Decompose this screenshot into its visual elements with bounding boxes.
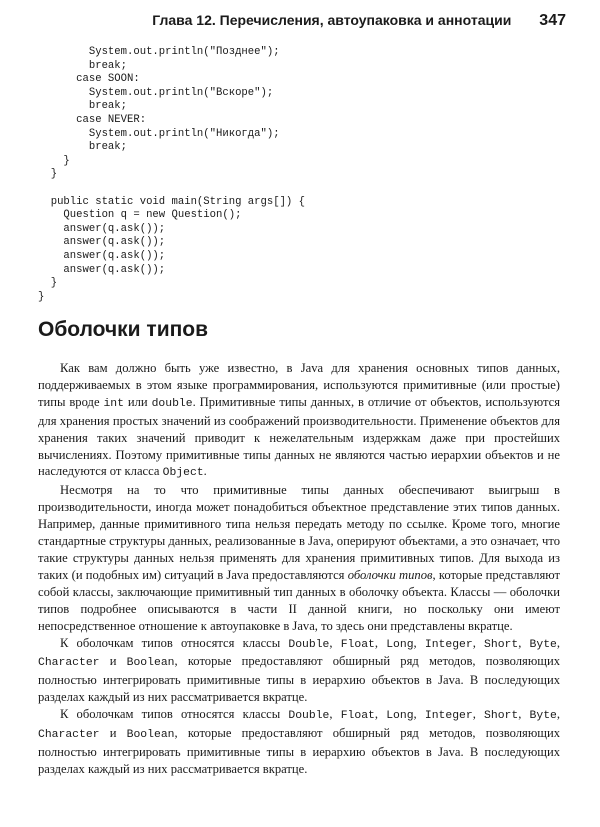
inline-code: Float [340,638,375,651]
inline-code: Byte [529,710,557,723]
paragraph-2 [38,482,560,634]
text-run: и [99,654,127,669]
text-run: К оболочкам типов относятся классы [60,707,289,722]
inline-code: Long [386,638,414,651]
inline-code: Integer [424,710,473,723]
chapter-title: Глава 12. Перечисления, автоупаковка и аннотации [152,12,512,28]
inline-code: Float [340,710,375,723]
text-run: , которые представляют собой классы, заключающие примитивный тип данных в оболочку объекта. Классы — оболочки типов подробнее описываются в части II данной книги, но поскольку они имеют непосредственное отношение к автоупаковке в Java, то здесь они представлены вкратце. [38,567,560,633]
code-line: } [38,168,58,181]
text-run: и [99,726,127,741]
emphasis: оболочки типов [347,567,433,582]
text-run: , [472,707,485,722]
page-number: 347 [539,12,566,29]
inline-code: Character [38,657,100,670]
text-run: , [472,635,485,650]
text-run: , [329,707,341,722]
text-run: . Примитивные типы данных, в отличие от объектов, используются для хранения простых значений из соображений производительности. Применение объектов для хранения таких значений приводит к нежелательным издержкам даже при простейших вычислениях. Поэтому примитивные типы данных не являются частью иерархии объектов и не наследуются от класса [38,394,561,479]
code-line: break; [38,141,128,154]
paragraph-3 [38,635,560,707]
inline-code: Object [162,467,204,480]
inline-code: Double [288,638,330,651]
text-run: , [518,635,530,650]
section-heading: Оболочки типов [38,318,209,341]
text-run: , [374,635,387,650]
code-line: case NEVER: [38,113,147,126]
text-run: Несмотря на то что примитивные типы данных обеспечивают выигрыш в производительности, иногда может понадобиться объектное представление этих типов данных. Например, данные примитивного типа нельзя передать методу по ссылке. Кроме того, многие стандартные структуры данных, реализованные в Java, оперируют объектами, а это означает, что такие структуры данных нельзя применять для хранения примитивных типов. Для выхода из таких (и подобных им) ситуаций в Java предоставляются [38,483,560,582]
code-line: Question q = new Question(); [38,209,242,222]
code-line: answer(q.ask()); [38,222,166,235]
text-run: Как вам должно быть уже известно, в Java для хранения основных типов данных, поддерживаемых в этом языке программирования, используются примитивные (или простые) типы вроде [38,361,560,409]
text-run: , [329,635,341,650]
code-line: } [38,290,45,303]
running-header [36,12,566,38]
inline-code: double [151,397,193,410]
paragraph-1 [38,360,560,482]
text-run: или [123,394,152,409]
code-line [38,182,305,196]
text-run: , [374,707,387,722]
code-listing [38,46,305,304]
code-line: answer(q.ask()); [38,263,166,276]
text-run: , [556,635,561,650]
code-line: } [38,277,58,290]
text-run: . [203,464,207,479]
inline-code: Byte [529,638,557,651]
code-line: answer(q.ask()); [38,236,166,249]
text-run: , которые предоставляют обширный ряд методов, позволяющих полностью интегрировать примитивные типы в иерархию объектов в Java. В последующих разделах каждый из них рассматривается вкратце. [38,726,560,776]
text-run: , [518,707,530,722]
inline-code: Double [288,710,330,723]
inline-code: Boolean [126,729,175,742]
inline-code: int [103,397,124,410]
inline-code: Short [484,638,519,651]
inline-code: Character [38,729,100,742]
code-line: answer(q.ask()); [38,249,166,262]
text-run: К оболочкам типов относятся классы [60,635,289,650]
text-run: , которые предоставляют обширный ряд методов, позволяющих полностью интегрировать примитивные типы в иерархию объектов в Java. В последующих разделах каждый из них рассматривается вкратце. [38,654,560,705]
inline-code: Long [386,710,414,723]
inline-code: Short [484,710,519,723]
code-line: break; [38,59,128,72]
code-line: case SOON: [38,73,140,86]
code-line: System.out.println("Никогда"); [38,127,280,140]
inline-code: Boolean [126,657,175,670]
text-run: , [413,707,425,722]
code-line: break; [38,100,128,113]
body-text [38,360,560,778]
inline-code: Integer [424,638,473,651]
text-run: , [413,635,425,650]
code-line: public static void main(String args[]) { [38,195,306,208]
code-line: System.out.println("Вскоре"); [38,86,274,99]
code-line: } [38,154,70,167]
paragraph-4 [38,706,560,778]
code-line: System.out.println("Позднее"); [38,46,280,58]
text-run: , [556,707,561,722]
